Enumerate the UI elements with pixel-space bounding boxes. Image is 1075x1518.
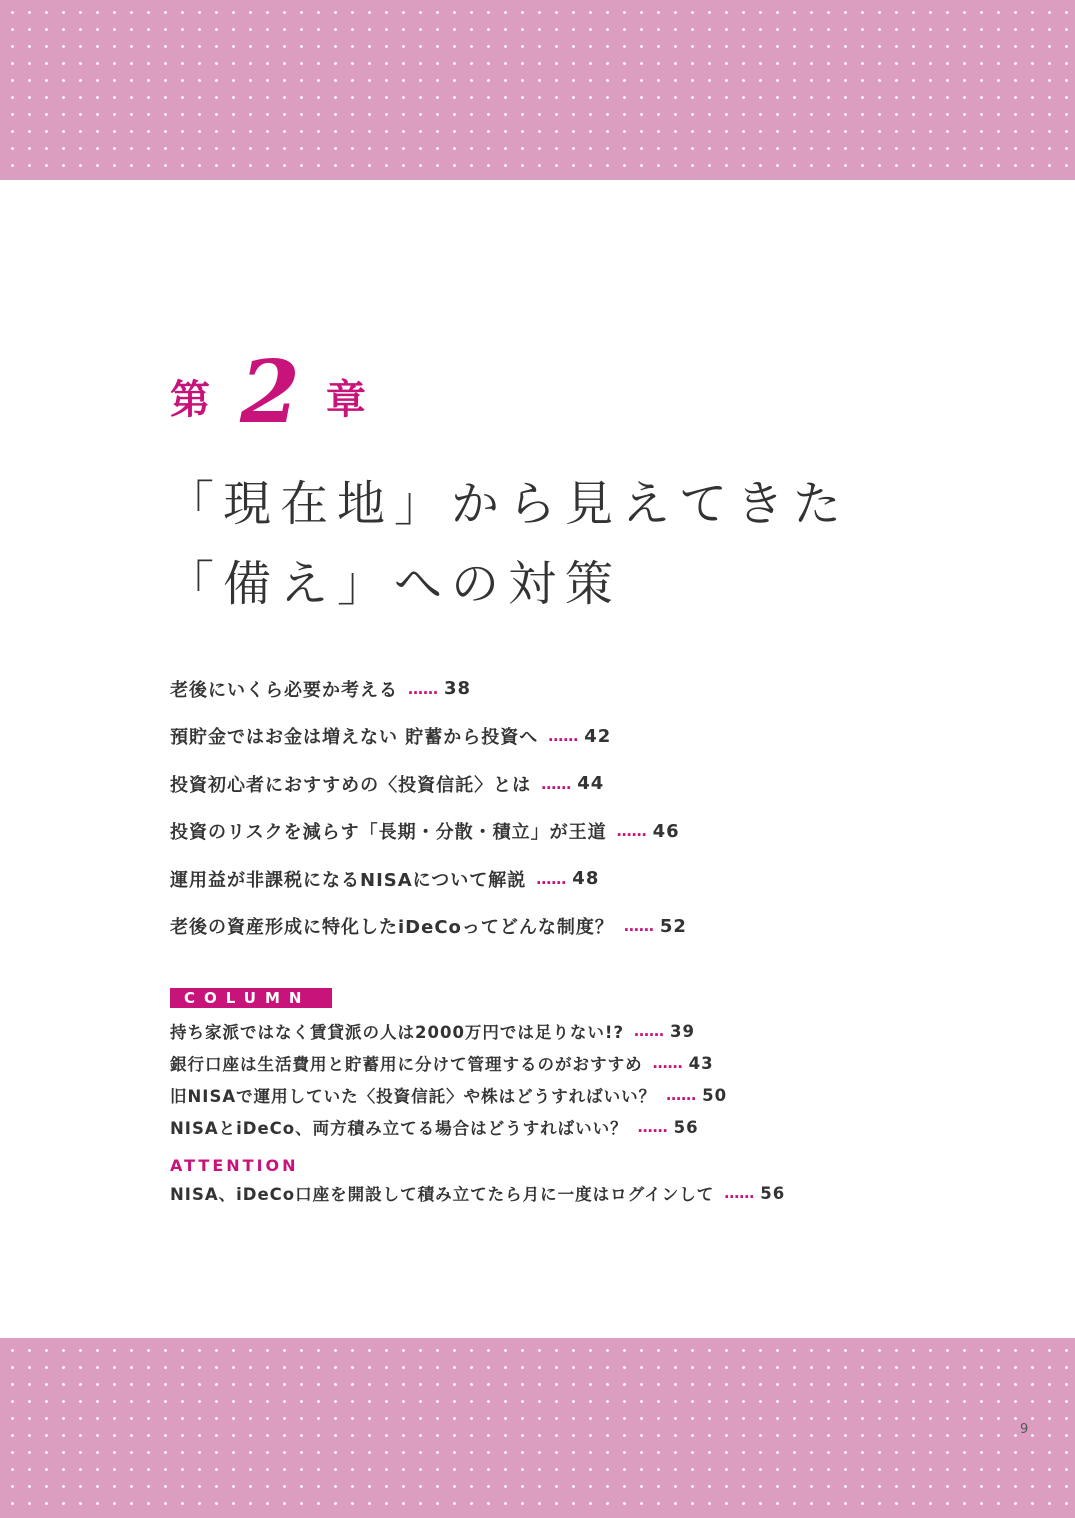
toc-item-page: 38 [444,678,472,700]
column-list [170,1015,890,1143]
column-item-label: 旧NISAで運用していた〈投資信託〉や株はどうすればいい？ [170,1087,657,1106]
chapter-number: 2 [240,342,300,443]
toc-item[interactable] [170,713,870,761]
column-item-label: 持ち家派ではなく賃貸派の人は2000万円では足りない!? [170,1023,625,1042]
toc-item[interactable] [170,665,870,713]
chapter-heading [170,342,366,450]
toc-item[interactable] [170,903,870,951]
column-item-page: 43 [688,1053,714,1073]
leader-dots: …… [637,1118,668,1136]
chapter-title-line-1: 「現在地」から見えてきた [166,476,851,532]
leader-dots: …… [666,1086,697,1104]
column-item-page: 50 [702,1085,728,1105]
leader-dots: …… [634,1022,665,1040]
toc-item-label: 老後にいくら必要か考える [170,679,398,701]
attention-item-page: 56 [760,1183,786,1203]
column-item[interactable] [170,1015,890,1047]
leader-dots: …… [548,727,579,746]
leader-dots: …… [536,869,567,888]
toc-item-page: 46 [652,820,680,842]
column-item-page: 56 [673,1117,699,1137]
table-of-contents [170,665,870,950]
column-item-label: 銀行口座は生活費用と貯蓄用に分けて管理するのがおすすめ [170,1055,643,1074]
toc-item[interactable] [170,808,870,856]
leader-dots: …… [408,679,438,698]
dotted-footer-band [0,1338,1075,1518]
chapter-suffix: 章 [325,377,366,423]
column-item[interactable] [170,1079,890,1111]
toc-item-label: 運用益が非課税になるNISAについて解説 [170,869,527,891]
chapter-title-line-2: 「備え」への対策 [166,556,623,612]
column-item-label: NISAとiDeCo、両方積み立てる場合はどうすればいい？ [170,1119,628,1138]
column-item-page: 39 [670,1021,695,1041]
column-item[interactable] [170,1047,890,1079]
leader-dots: …… [623,917,654,936]
leader-dots: …… [541,774,572,793]
leader-dots: …… [724,1184,755,1202]
page-number: 9 [1020,1422,1029,1437]
attention-item-label: NISA、iDeCo口座を開設して積み立てたら月に一度はログインして [170,1185,715,1204]
attention-item[interactable] [170,1177,890,1209]
toc-item-page: 42 [584,725,612,747]
toc-item[interactable] [170,760,870,808]
toc-item-page: 48 [572,868,600,890]
toc-item-page: 52 [659,915,687,937]
chapter-prefix: 第 [170,377,210,423]
leader-dots: …… [652,1054,683,1072]
toc-item-label: 投資初心者におすすめの〈投資信託〉とは [170,774,532,796]
attention-section-label: ATTENTION [170,1156,299,1175]
leader-dots: …… [616,822,647,841]
column-section-label: COLUMN [170,988,332,1008]
toc-item[interactable] [170,855,870,903]
column-item[interactable] [170,1111,890,1143]
toc-item-label: 預貯金ではお金は増えない 貯蓄から投資へ [170,727,539,749]
dotted-header-band [0,0,1075,180]
toc-item-page: 44 [577,773,605,795]
toc-item-label: 投資のリスクを減らす「長期・分散・積立」が王道 [170,822,607,844]
toc-item-label: 老後の資産形成に特化したiDeCoってどんな制度？ [170,917,614,939]
